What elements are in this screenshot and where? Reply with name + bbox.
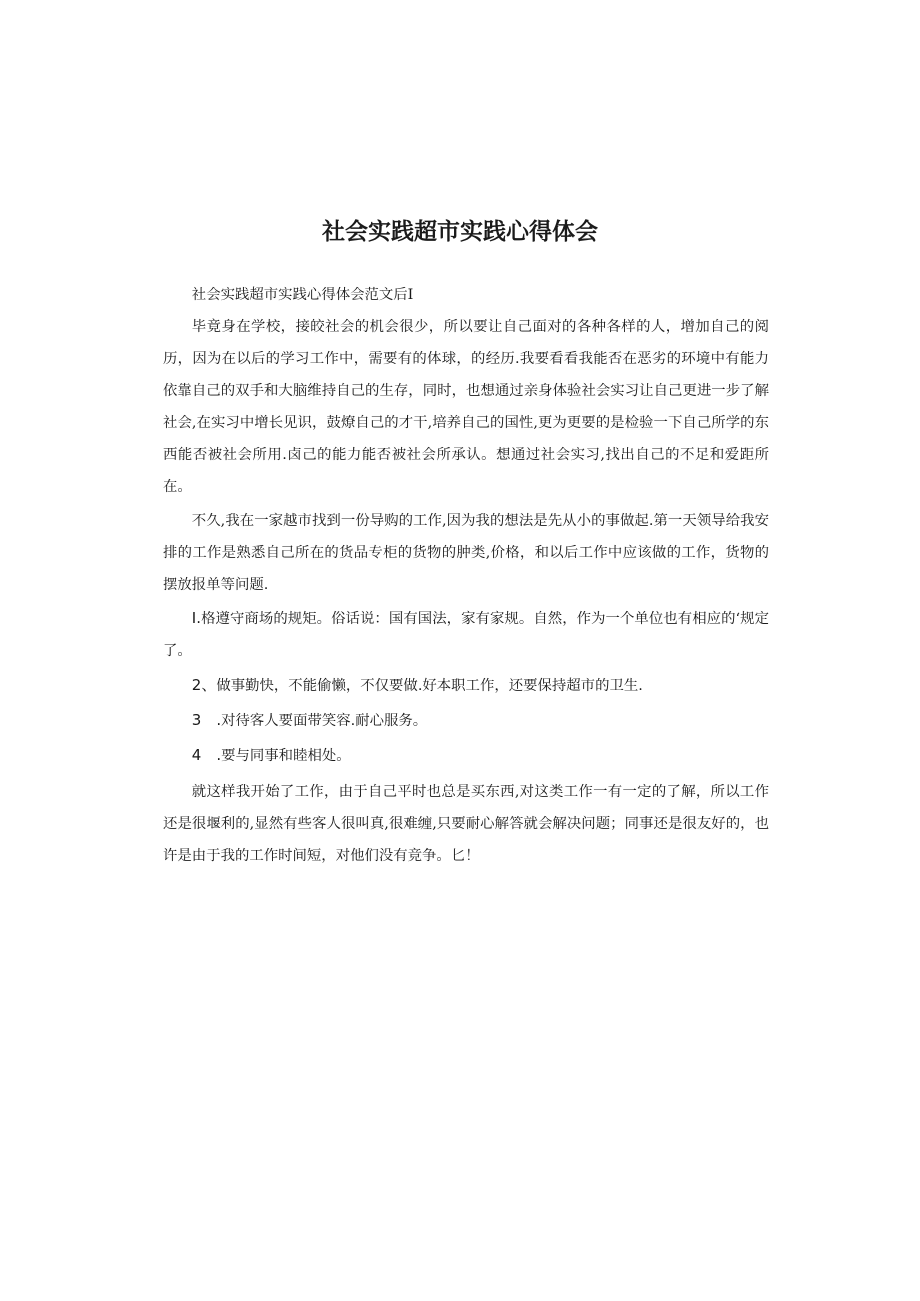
list-item — [163, 669, 769, 702]
list-item-number: 4 . — [191, 746, 222, 764]
paragraph-3: 就这样我开始了工作，由于自己平时也总是买东西,对这类工作一有一定的了解，所以工作还是很堰利的,显然有些客人很叫真,很难缠,只要耐心解答就会解决问题；同事还是很友好的，也许是由于我的工作时间短，对他们没有竞争。匕！ — [163, 784, 769, 864]
paragraph-1: 毕竟身在学校，接皎社会的机会很少，所以要让自己面对的各种各样的人，增加自己的阅历，因为在以后的学习工作中，需要有的体球，的经历.我要看看我能否在恶劣的环境中有能力依靠自己的双手和大脑维持自己的生存，同时，也想通过亲身体验社会实习让自己更进一步了解社会,在实习中增长见识，鼓燎自己的才干,培养自己的国性,更为更要的是检验一下自己所学的东西能否被社会所用.卤己的能力能否被社会所承认。想通过社会实习,找出自己的不足和爱距所在。 — [163, 319, 769, 495]
list-item-number: 3 . — [191, 711, 222, 729]
paragraph-3-block — [163, 776, 769, 872]
list-item-text: 对待客人要面带笑容.耐心服务。 — [221, 713, 428, 729]
document-title: 社会实践超市实践心得体会 — [322, 219, 598, 245]
list-item-text: 做事勤快，不能偷懒，不仅要做.好本职工作，还要保持超市的卫生. — [216, 678, 643, 694]
paragraph-1-block — [163, 311, 769, 503]
list-item-number: Ⅰ. — [191, 609, 202, 627]
rules-list — [163, 602, 769, 774]
paragraph-2: 不久,我在一家越市找到一份导购的工作,因为我的想法是先从小的事做起.第一天领导给我安排的工作是熟悉自己所在的货品专柜的货物的肿类,价格，和以后工作中应该做的工作，货物的摆放报单等问题. — [163, 513, 769, 593]
list-item — [163, 602, 769, 667]
list-item-number: 2、 — [191, 676, 217, 694]
list-item — [163, 739, 769, 772]
intro-block — [163, 279, 769, 311]
list-item-text: 格遵守商场的规矩。俗话说：国有国法，家有家规。自然，作为一个单位也有相应的‘规定了。 — [163, 611, 769, 659]
list-item — [163, 704, 769, 737]
list-item-text: 要与同事和睦相处。 — [221, 748, 351, 764]
paragraph-2-block — [163, 505, 769, 601]
intro-line: 社会实践超市实践心得体会范文后Ⅰ — [191, 287, 414, 303]
